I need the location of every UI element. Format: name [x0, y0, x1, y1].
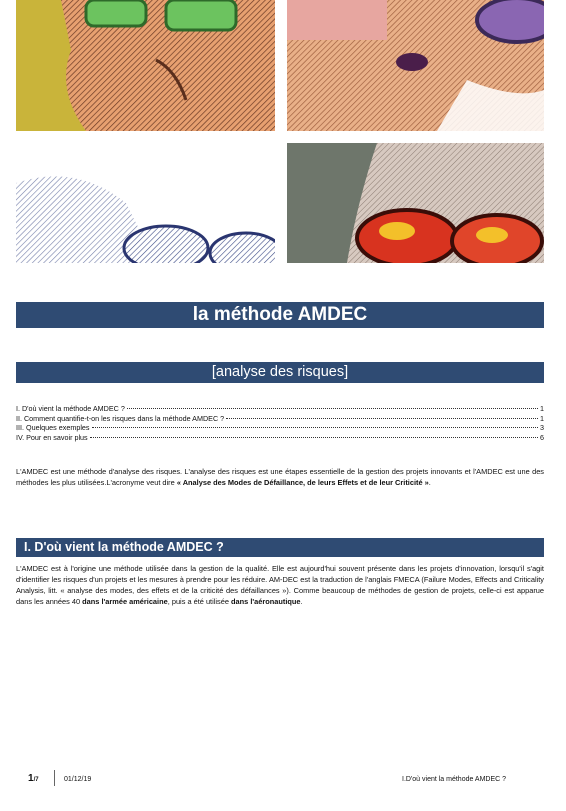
- intro-paragraph: [16, 466, 544, 488]
- toc-entry-label: IV. Pour en savoir plus: [16, 432, 88, 442]
- toc-entry[interactable]: [16, 414, 544, 424]
- toc-leader: [226, 418, 538, 419]
- page-total: /7: [33, 777, 39, 783]
- table-of-contents: [16, 404, 544, 442]
- page-current: 1: [28, 773, 34, 784]
- intro-acronym-definition: « Analyse des Modes de Défaillance, de leurs Effets et de leur Criticité »: [176, 478, 429, 487]
- page-number: [28, 773, 39, 784]
- toc-entry[interactable]: [16, 423, 544, 433]
- toc-leader: [92, 427, 538, 428]
- document-title: la méthode AMDEC: [16, 302, 544, 328]
- section-emphasis: dans l'armée américaine: [82, 597, 168, 606]
- toc-entry-label: III. Quelques exemples: [16, 423, 90, 432]
- header-image-bottom-right: [287, 143, 544, 263]
- intro-end: .: [428, 478, 431, 487]
- toc-entry-label: II. Comment quantifie-t-on les risques dans la méthode AMDEC ?: [16, 413, 225, 423]
- section-emphasis: dans l'aéronautique: [231, 597, 301, 606]
- section-paragraph: [16, 563, 544, 607]
- toc-entry-page: 1: [540, 404, 544, 413]
- intro-text: L'AMDEC est une méthode d'analyse des risques. L'analyse des risques est une étapes essentielle de la gestion des projets innovants et l'AMDEC est une des méthodes les plus utilisées.L'acronyme veut dire: [16, 467, 544, 487]
- header-image-bottom-left: [16, 143, 275, 263]
- document-subtitle: [analyse des risques]: [16, 362, 544, 383]
- footer-date: 01/12/19: [64, 776, 92, 783]
- header-image-top-right: [287, 0, 544, 131]
- toc-entry-label: I. D'où vient la méthode AMDEC ?: [16, 404, 125, 413]
- footer-divider: [54, 770, 55, 786]
- toc-entry-page: 6: [540, 432, 544, 442]
- toc-entry-page: 3: [540, 423, 544, 432]
- toc-leader: [90, 437, 538, 438]
- section-text: L'AMDEC est à l'origine une méthode utilisée dans la gestion de la qualité. Elle est aujourd'hui souvent présente dans les projets d'innovation, lorsqu'il s'agit d'identifier les risques d'un projets et les mesures à prendre pour les réduire. AM-DEC est la traduction de l'anglais FMECA (Failure Modes, Effects and Criticality Analysis, litt. « analyse des modes, des effets et de la criticité des défaillances »). Comme beaucoup de méthodes de gestion de projets, celle-ci est apparue dans les années 40: [16, 564, 544, 606]
- toc-entry[interactable]: [16, 404, 544, 414]
- section-text: .: [300, 597, 303, 606]
- header-image-top-left: [16, 0, 275, 131]
- toc-entry-page: 1: [540, 413, 544, 423]
- footer-section-title: I.D'où vient la méthode AMDEC ?: [402, 776, 507, 783]
- section-heading: I. D'où vient la méthode AMDEC ?: [16, 538, 544, 557]
- toc-entry[interactable]: [16, 433, 544, 443]
- toc-leader: [127, 408, 538, 409]
- section-text: , puis a été utilisée: [167, 597, 232, 606]
